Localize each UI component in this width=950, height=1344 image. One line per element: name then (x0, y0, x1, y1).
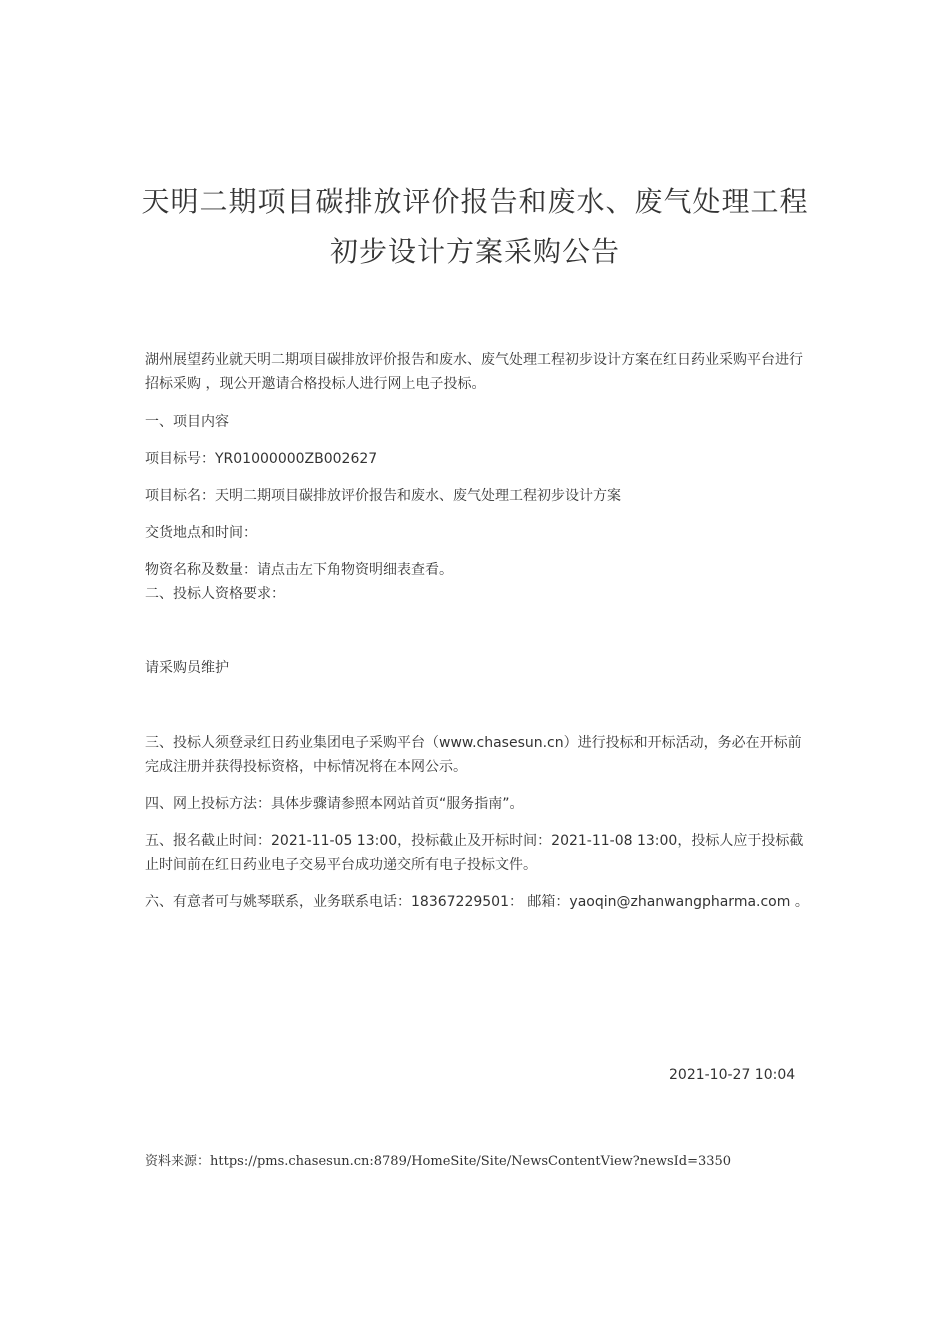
project-name: 项目标名：天明二期项目碳排放评价报告和废水、废气处理工程初步设计方案 (145, 488, 621, 504)
title-line-2: 初步设计方案采购公告 (329, 235, 620, 268)
section-4-paragraph: 四、网上投标方法：具体步骤请参照本网站首页“服务指南”。 (145, 796, 524, 812)
section-2-heading: 二、投标人资格要求： (145, 586, 285, 602)
section-1-heading: 一、项目内容 (145, 414, 229, 430)
source-link[interactable]: 资料来源：https://pms.chasesun.cn:8789/HomeSite/Site/NewsContentView?newsId=3350 (145, 1154, 732, 1169)
delivery-info: 交货地点和时间： (145, 525, 257, 541)
section-5-paragraph: 五、报名截止时间：2021-11-05 13:00，投标截止及开标时间：2021-11-08 13:00，投标人应于投标截止时间前在红日药业电子交易平台成功递交所有电子投标文件。 (145, 833, 804, 873)
project-number: 项目标号：YR01000000ZB002627 (145, 451, 378, 467)
section-6-paragraph: 六、有意者可与姚琴联系，业务联系电话：18367229501： 邮箱：yaoqin@zhanwangpharma.com 。 (145, 894, 809, 910)
publish-date: 2021-10-27 10:04 (669, 1067, 796, 1083)
section-2-content: 请采购员维护 (145, 660, 229, 676)
materials-info: 物资名称及数量：请点击左下角物资明细表查看。 (145, 562, 453, 578)
intro-paragraph: 湖州展望药业就天明二期项目碳排放评价报告和废水、废气处理工程初步设计方案在红日药业采购平台进行招标采购 ，现公开邀请合格投标人进行网上电子投标。 (145, 352, 803, 392)
title-line-1: 天明二期项目碳排放评价报告和废水、废气处理工程 (141, 185, 809, 218)
section-3-paragraph: 三、投标人须登录红日药业集团电子采购平台（www.chasesun.cn）进行投标和开标活动，务必在开标前完成注册并获得投标资格，中标情况将在本网公示。 (145, 735, 802, 775)
